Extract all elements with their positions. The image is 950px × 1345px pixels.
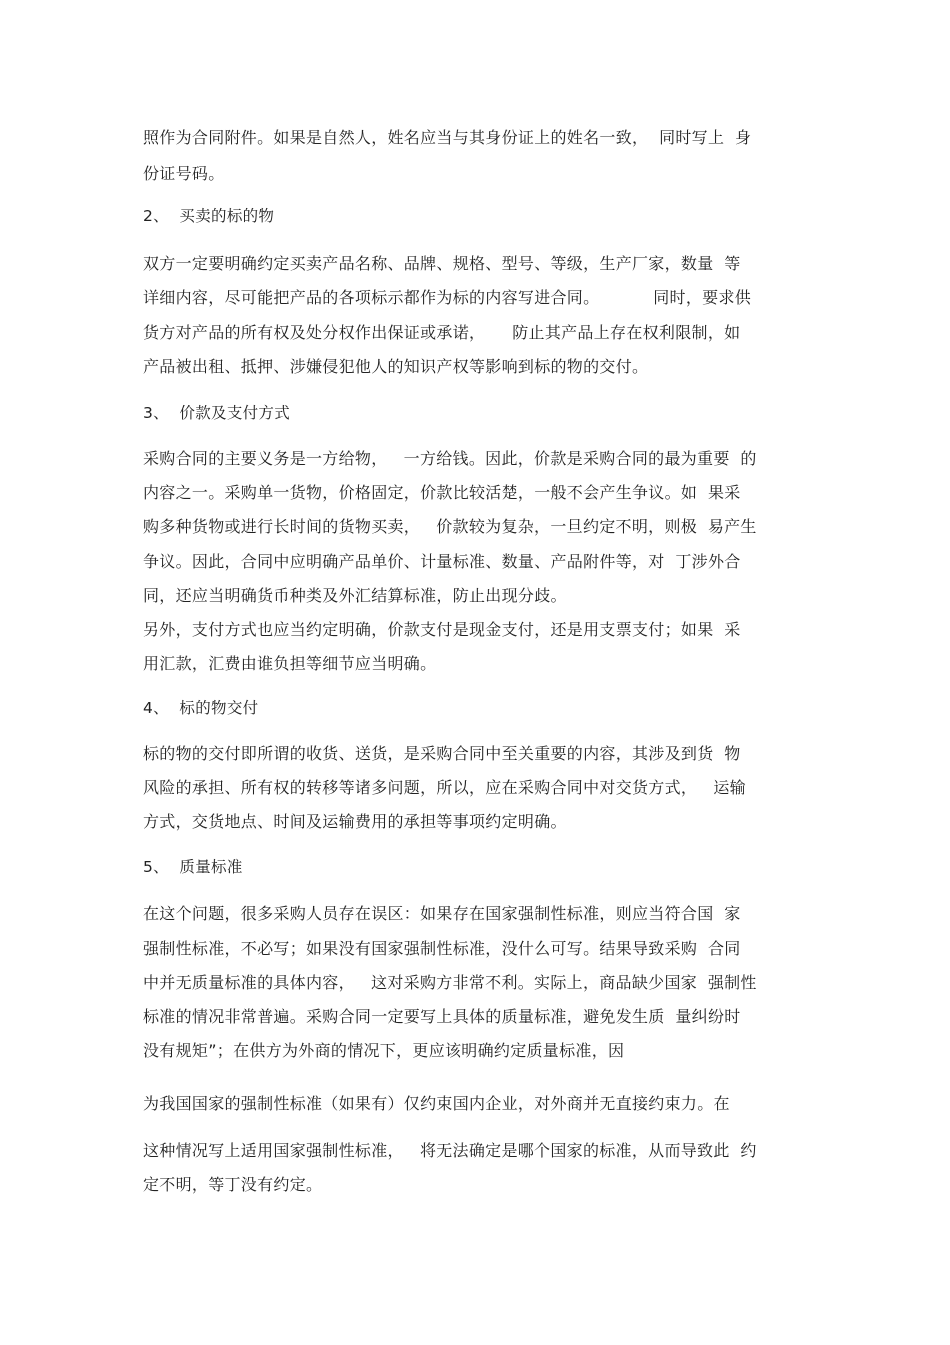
text-line: 产品被出租、抵押、涉嫌侵犯他人的知识产权等影响到标的物的交付。	[143, 357, 649, 376]
section-heading: 2、 买卖的标的物	[143, 207, 275, 225]
text-line: 采购合同的主要义务是一方给物， 一方给钱。因此，价款是采购合同的最为重要 的	[143, 449, 757, 468]
text-line: 内容之一。采购单一货物，价格固定，价款比较活楚，一般不会产生争议。如 果采	[143, 483, 741, 502]
text-line: 定不明，等丁没有约定。	[143, 1175, 323, 1194]
text-line: 双方一定要明确约定买卖产品名称、品牌、规格、型号、等级，生产厂家，数量 等	[143, 254, 741, 273]
text-line: 用汇款，汇费由谁负担等细节应当明确。	[143, 654, 437, 673]
text-line: 货方对产品的所有权及处分权作出保证或承诺， 防止其产品上存在权利限制，如	[143, 323, 741, 342]
text-line: 购多种货物或进行长时间的货物买卖， 价款较为复杂，一旦约定不明，则极 易产生	[143, 517, 757, 536]
text-line: 争议。因此，合同中应明确产品单价、计量标准、数量、产品附件等，对 丁涉外合	[143, 552, 741, 571]
text-line: 标的物的交付即所谓的收货、送货，是采购合同中至关重要的内容，其涉及到货 物	[143, 744, 741, 763]
section-heading: 5、 质量标准	[143, 858, 243, 876]
text-line: 风险的承担、所有权的转移等诸多问题，所以，应在采购合同中对交货方式， 运输	[143, 778, 746, 797]
text-line: 方式，交货地点、时间及运输费用的承担等事项约定明确。	[143, 812, 567, 831]
text-line: 为我国国家的强制性标准（如果有）仅约束国内企业，对外商并无直接约束力。在	[143, 1094, 730, 1113]
section-heading: 3、 价款及支付方式	[143, 404, 291, 422]
text-line: 份证号码。	[143, 164, 225, 183]
text-line: 标准的情况非常普遍。采购合同一定要写上具体的质量标准，避免发生质 量纠纷时	[143, 1007, 741, 1026]
text-line: 另外，支付方式也应当约定明确，价款支付是现金支付，还是用支票支付；如果 采	[143, 620, 741, 639]
text-line: 同，还应当明确货币种类及外汇结算标准，防止出现分歧。	[143, 586, 567, 605]
section-heading: 4、 标的物交付	[143, 699, 259, 717]
text-line: 没有规矩”；在供方为外商的情况下，更应该明确约定质量标准，因	[143, 1041, 625, 1060]
text-line: 照作为合同附件。如果是自然人，姓名应当与其身份证上的姓名一致， 同时写上 身	[143, 128, 752, 147]
text-line: 中并无质量标准的具体内容， 这对采购方非常不利。实际上，商品缺少国家 强制性	[143, 973, 757, 992]
text-line: 强制性标准，不必写；如果没有国家强制性标准，没什么可写。结果导致采购 合同	[143, 939, 741, 958]
text-line: 详细内容，尽可能把产品的各项标示都作为标的内容写进合同。 同时，要求供	[143, 288, 752, 307]
text-line: 这种情况写上适用国家强制性标准， 将无法确定是哪个国家的标准，从而导致此 约	[143, 1141, 757, 1160]
text-line: 在这个问题，很多采购人员存在误区：如果存在国家强制性标准，则应当符合国 家	[143, 904, 741, 923]
